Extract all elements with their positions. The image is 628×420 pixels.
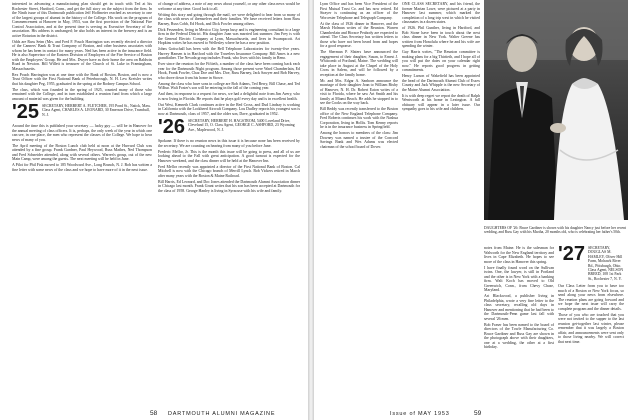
class-year: '27 (558, 246, 586, 265)
article-text: Those of you who are touched that you were not invited to the supper to the last reunion get-together last winter, please remember that it was largely a Boston affair, and announcements were sent only to those living nearby. We will correct that next time. (558, 312, 624, 344)
class-photo (484, 0, 628, 220)
article-text: of 1926. Phil Gunther, living in Hartford, and Bob Stone have been in touch about the next class dinner in New York. Walter Greene has written from Honolulu where he and his wife are spending the winter. (402, 26, 480, 48)
article-text: Bill Reddy was recently transferred to the Boston office of the New England Telephone Company. Fred Roberts continues his work with the Nashua Corporation, living in Hollis. Tom Kenny reports he is in the insurance business in Springfield. (320, 107, 398, 129)
article-text: interested in advancing a manufacturing plan should get in touch with Ted at his Rochester Street, Hartford, Conn., and get the full story on the subject from the firm. In the Ninth issue of this Dartmouth publication Jeff Hoffmeier reached as secretary to one of the largest groups of alumni in the history of the College. His work on the program of Commencement at Hanover in May, 1953, was the first provision of the National Fire Control Association, and at the present time is serving as Executive Secretary of the association. His address is unchanged; he also holds an interest in the brewery and is an active Rotarian in the district. (12, 2, 152, 38)
article-text: Bob Fraser has been named to the board of directors of the Towle Manufacturing Co. Bruce Gardiner and Russ Gay are shown in the photograph above with their daughters, one at a wedding, the other at a first birthday. (484, 322, 554, 349)
right-footer (314, 407, 628, 417)
secretary-info: SECRETARY, HERBERT A. FLETCHER, 195 Pond St., Natick, Mass. Class Agent, CHARLES A. LEONARD, 30 Emerson Drive, Trumbull, N. J. (42, 104, 151, 117)
article-text: Spokane. If there is no reunion news in this issue it is because none has been received by the secretary. We are counting on hearing from many of you before June. (158, 139, 300, 148)
article-text: Around the time this is published your secretary — lucky guy — will be in Hanover for the annual meeting of class officers. It is, perhaps, the only week of the year in which one can see, in one place, the men who represent the classes of the College. We hope to hear news of many of you. (12, 124, 152, 142)
article-text: of change of address, a note of any news about yourself, or any other class news would be welcome at any time. Good luck to all. (158, 2, 300, 11)
right-column-3 (484, 246, 554, 406)
article-text: At the class of 1926 dinner in Hanover, and the Marsh Holman writes of the Reunion. Warren Chamberlain and Horace Peabody are expected to attend. The Class Secretary has written letters to those who have not been heard from and hopes for a good response. (320, 21, 398, 48)
article-text: Dick Fessenden, living in Mexico City, keeps busy and is engineering consultant to a large firm in the Federal District. His daughter Joan was married last summer. Jim Frey is with the General Electric Company at Lynn, Massachusetts, and lives in Swampscott. Art Hopkins writes he has moved to Wellesley where he has a new position. (158, 27, 300, 45)
article-text: Mr. and Mrs. Edgar A. Sanborn announce the marriage of their daughter Joan to William Bixby of Hanover, N. H. Dr. Robert Eaton writes of a visit to Florida, where he saw Art Smith and his family at Miami Beach. He adds he stopped in to see the Cooks on the way back. (320, 78, 398, 105)
article-text: It is with deep regret we report the death of Ralph Wentworth at his home in Lexington. A full obituary will appear in a later issue. Our sympathy goes to his wife and children. (402, 93, 480, 111)
article-text: Guy Harris writes, "The Reunion committee is making plans for a big Thirtieth, and I hope all of you will put the dates on your calendar right now." He reports good progress in getting commitments. (402, 50, 480, 72)
article-text: Johns Gottschall has been with the Bell Telephone Laboratories for twenty-five years. Harvey Hansen is in Hartford with the Travelers Insurance Company. Bill Ames is a new grandfather. The Nevada group includes Frank, who lives with his family in Reno. (158, 47, 300, 60)
left-footer (0, 407, 308, 417)
page-number: 59 (474, 410, 482, 417)
article-text: ONE CLASS SECRETARY, and his friend, the former Marian Lowe, were pictured at a party in Hanover last summer, which marked the completion of a long trip west in which he visited classmates in a dozen states. (402, 2, 480, 24)
class-year: '26 (158, 116, 186, 138)
secretary-info: SECRETARY, HERBERT H. HAGSTROM, 5400 Loveland Drive, Cleveland 15, O. Class Agent, GEORGE C. ASHFORD, 23 Wyoming Ave., Maplewood, N. J. (188, 119, 295, 132)
article-text: Bill Harris, Ed Leonard, and Doc Jones attended the Dartmouth Alumni Association dinner in Chicago last month. Frank Grant writes that his son has been accepted at Dartmouth for the class of 1958. George Hanley is living in Syracuse with his wife and family. (158, 179, 300, 193)
article-text: Lynn Office and has been Vice President of the First Mutual Trust Co. and has now retired. Ed Strayer is continuing as an officer of the Worcester Telephone and Telegraph Company. (320, 2, 398, 20)
article-text: Writing this story and going through the mail, we were delighted to hear from so many of the class with news of themselves and their families. We have received letters from Russ Barney, Russ Cobb, Ed Hook, and Dick Fowler among others. (158, 12, 300, 26)
article-text: Rex Pouch Harrington was at one time with the Bank of Boston, Boston, and is now a Trust Officer with the First National Bank of Peterborough, N. H. Lew Kreisler writes that his daughter Peg, 1955, graduated in the spring at the Rodney Campus School. (12, 72, 152, 86)
class-heading-26 (158, 116, 300, 138)
article-text: And then, in response to a request for news, we had a delightful note from Jim Avery, who is now living in Florida. He reports that he plays golf every day and is in excellent health. (158, 92, 300, 101)
article-text: A Pilot for Phil Fisk moved to 185 Woodward Ave., Long Branch, N. J. Bob has written a fine letter with some news of the class and we hope to have more of it in the next issue. (12, 163, 152, 172)
photo-image (484, 0, 628, 220)
issue-label: Issue of MAY 1953 (390, 411, 450, 417)
article-text: Odds are Russ Seim (Mrs. and Fred F. Pouch Harrington was recently elected a director of the Canners' Bank & Trust Company of Boston, and other business associates with whom he has been in contact for many years. Ned has been active in the insurance field. He is also Supervisor of the Eastern Division of Employers of the Fire Service of Boston with the Employers' Group. He and Mrs. Dwyer have as their home the area on Baldwin Road in Newton. Bill Willett is treasurer of the Church of St. Luke in Framingham, Massachusetts. (12, 39, 152, 71)
left-column-1 (12, 2, 152, 174)
article-text: Ever since the reunion for the Fiftieth, a number of the class have been coming back each year for the Dartmouth Night program. Among those present were Ward Chamberlain, Ed Hook, Frank Fowler, Chaz Doe and Mrs. Doe, Russ Barney, Jack Sawyer and Bob Harvey, who drove down from his home in Stowe. (158, 62, 300, 80)
page-number: 58 (150, 410, 158, 417)
left-page (0, 0, 308, 420)
article-text: The Sherman P. Slaters have announced the engagement of their daughter, Susan, to Ernest J. Whitcomb of Portland, Maine. The wedding will take place in August at the Chapel of the Holy Cross in Salem, and will be followed by a reception at the family home. (320, 50, 398, 77)
left-column-2 (158, 2, 300, 195)
right-page (314, 0, 628, 420)
article-text: Fred Mellor recently was appointed a director of the First National Bank of Boston. Cal Mitchell is now with the Chicago branch of Merrill Lynch. Bob Vickers retired in March after many years with the Boston & Maine Railroad. (158, 164, 300, 178)
article-text: notes from Maine. He is the salesman for Walworth for the New England territory and lives in Cape Elizabeth. He hopes to see more of the class in Hanover this spring. (484, 246, 554, 264)
right-column-4 (558, 246, 624, 406)
secretary-info: SECRETARY, DOUGLAS M. HAMLEY, Oliver Hill Farm, Mohawk River Rd., Pittsburgh, Ohio. Class Agent, NELSON BREED, 108 1st Park St., Rochester 7, N. Y. (588, 246, 624, 281)
article-text: Among the class who have sons in college are Bob Adams, Ted Berry, Bill Chase, and Ted Wilbur. Walt Foster's son will be entering in the fall of the coming year. (158, 81, 300, 90)
right-column-1 (320, 2, 398, 151)
article-text: Frederic Mellor, Jr. This is the month this issue will be going to press, and all of us are looking ahead to the Fall with great anticipation. A good turnout is expected for the Hanover weekend, and the class dinner will be held at the Hanover Inn. (158, 149, 300, 163)
article-text: Our Class Letter from you to have too much of a Boston or New York focus, so send along your news from elsewhere. The reunion plans are going forward and we hope the next issue will carry the complete program and the dinner details. (558, 284, 624, 311)
article-text: The April meeting of the Boston Lunch club held at noon at the Harvard Club was attended by a fine group. Frank Gardner, Paul Heywood, Russ Mathes, Ned Thompson and Fred Schneider attended, along with several others. Warren's group, out of the new Main Camp, were among the guests. The next meeting will be held in June. (12, 143, 152, 161)
magazine-title: DARTMOUTH ALUMNI MAGAZINE (168, 411, 276, 417)
class-year: '25 (12, 101, 40, 123)
class-heading-25 (12, 101, 152, 123)
class-heading-27 (558, 246, 624, 281)
article-text: I have finally found word on the Sullivan twins. One, the lawyer, is still in Portland and the other is in New York with a banking firm. Walt Koch has moved to Old Greenwich, Conn., from Chevy Chase, Maryland. (484, 265, 554, 292)
article-text: The class, which was founded in the spring of 1925, counted many of those who remained with the College, and in turn established a reunion fund from which a large amount of material was given for the building. (12, 87, 152, 101)
article-text: Art Blackwood, a publisher living in Philadelphia, wrote a very fine letter to the class secretary, recalling old days in Hanover and mentioning that he had been to the Dartmouth-Penn game last fall with several '26 men. (484, 294, 554, 321)
photo-caption: DAUGHTERS OF '26: Bruce Gardiner is shown with his daughter Nancy just before her recent wedding, and Russ Gay with his Martha, 20 months old, who is celebrating her father's 50th. (484, 225, 626, 234)
article-text: Among the honors to members of the class: Jim Downey was named a trustee of the Concord Savings Bank and Wes Adams was elected chairman of the school board of Dover. (320, 131, 398, 149)
right-column-2 (402, 2, 480, 113)
article-text: Out West, Kenneth Clark continues active in the Red Cross, and Dud Lindsay is working in California with the Lockheed Aircraft Company. Lou Dudley reports his youngest son is now at Dartmouth, class of 1957, and the older son, Dave, graduated in 1952. (158, 102, 300, 116)
article-text: Henry Larson of Wakefield has been appointed the head of the Dartmouth Alumni Club of Essex County and Jack Whipple is the new Secretary of the Maine Alumni Association. (402, 74, 480, 92)
